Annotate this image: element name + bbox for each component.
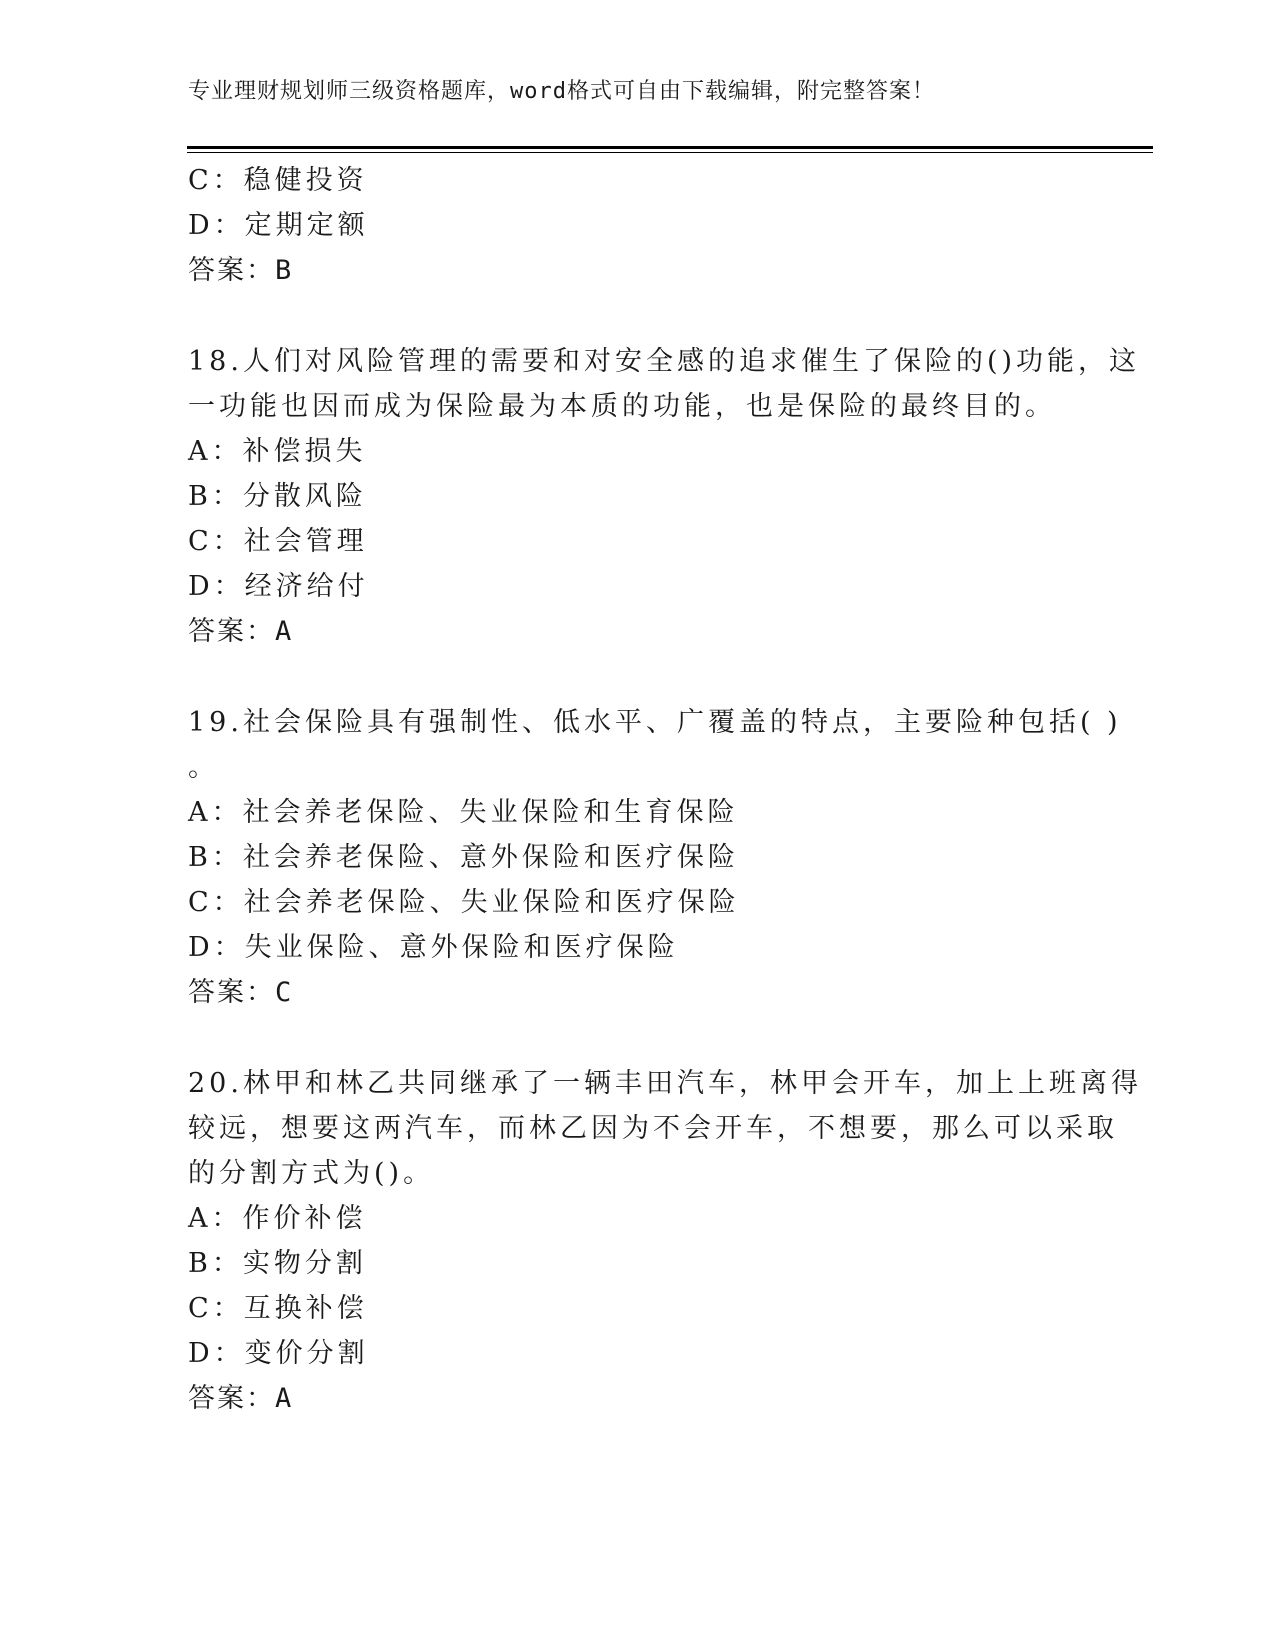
option-b: B：实物分割 xyxy=(188,1248,367,1279)
option-c: C：稳健投资 xyxy=(188,165,368,196)
option-b: B：分散风险 xyxy=(188,481,367,512)
page-header: 专业理财规划师三级资格题库，word格式可自由下载编辑，附完整答案！ xyxy=(188,79,935,104)
question-stem-line: 较远，想要这两汽车，而林乙因为不会开车，不想要，那么可以采取 xyxy=(188,1113,1118,1144)
option-a: A：社会养老保险、失业保险和生育保险 xyxy=(188,797,739,828)
option-d: D：定期定额 xyxy=(188,210,369,241)
question-stem-line: 一功能也因而成为保险最为本质的功能，也是保险的最终目的。 xyxy=(188,391,1056,422)
option-a: A：补偿损失 xyxy=(188,436,367,467)
answer-line: 答案：B xyxy=(188,255,294,286)
question-17-tail xyxy=(188,158,1088,293)
question-20 xyxy=(188,1061,1142,1421)
option-a: A：作价补偿 xyxy=(188,1203,367,1234)
question-18 xyxy=(188,339,1141,654)
question-stem-line: 18.人们对风险管理的需要和对安全感的追求催生了保险的()功能，这 xyxy=(188,346,1141,377)
option-c: C：社会管理 xyxy=(188,526,368,557)
option-c: C：社会养老保险、失业保险和医疗保险 xyxy=(188,887,740,918)
option-d: D：变价分割 xyxy=(188,1338,369,1369)
option-b: B：社会养老保险、意外保险和医疗保险 xyxy=(188,842,739,873)
header-rule-thin xyxy=(187,152,1153,153)
answer-line: 答案：A xyxy=(188,616,294,647)
question-stem-line: 的分割方式为()。 xyxy=(188,1158,435,1189)
question-content xyxy=(188,158,1142,1421)
question-stem-line: 20.林甲和林乙共同继承了一辆丰田汽车，林甲会开车，加上上班离得 xyxy=(188,1068,1142,1099)
question-stem-line: 。 xyxy=(188,752,219,783)
question-19 xyxy=(188,700,1122,1015)
option-d: D：经济给付 xyxy=(188,571,369,602)
answer-line: 答案：C xyxy=(188,977,294,1008)
header-rule-thick xyxy=(187,146,1153,149)
option-c: C：互换补偿 xyxy=(188,1293,368,1324)
answer-line: 答案：A xyxy=(188,1383,294,1414)
question-stem-line: 19.社会保险具有强制性、低水平、广覆盖的特点，主要险种包括( ) xyxy=(188,707,1122,738)
option-d: D：失业保险、意外保险和医疗保险 xyxy=(188,932,679,963)
